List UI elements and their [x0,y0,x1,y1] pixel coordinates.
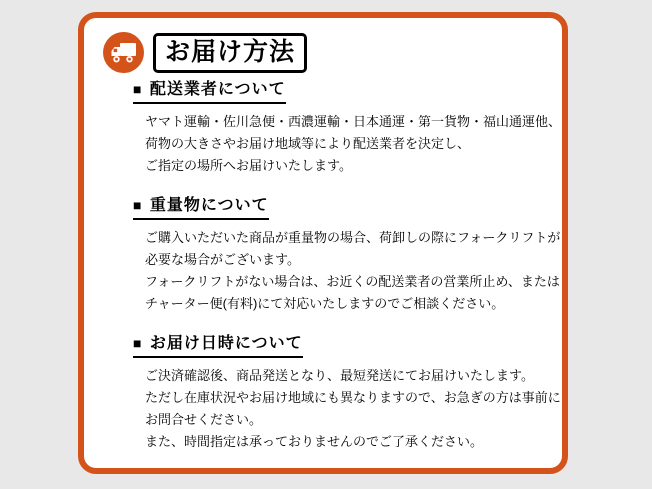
square-bullet-icon: ■ [133,197,143,213]
section-delivery-datetime-heading-text: お届け日時について [149,335,303,352]
truck-icon [103,32,144,73]
panel-header [103,32,562,73]
body-line: ヤマト運輸・佐川急便・西濃運輸・日本通運・第一貨物・福山通運他、 [145,114,562,129]
body-line: ただし在庫状況やお届け地域にも異なりますので、お急ぎの方は事前に [145,390,561,405]
section-heavy-items-body [145,227,561,315]
body-line: 必要な場合がございます。 [145,252,300,267]
section-heavy-items-heading-text: 重量物について [149,197,269,214]
section-carriers-heading-text: 配送業者について [149,81,286,98]
section-carriers [133,80,562,177]
body-line: お問合せください。 [145,412,263,427]
body-line: また、時間指定は承っておりませんのでご了承ください。 [145,434,484,449]
section-delivery-datetime-heading [133,334,303,358]
square-bullet-icon: ■ [133,335,143,351]
section-carriers-body [145,111,562,177]
body-line: フォークリフトがない場合は、お近くの配送業者の営業所止め、または [145,274,560,289]
body-line: ご指定の場所へお届けいたします。 [145,158,352,173]
body-line: チャーター便(有料)にて対応いたしますのでご相談ください。 [145,296,505,311]
page-title: お届け方法 [153,33,307,73]
section-delivery-datetime [133,334,561,453]
section-delivery-datetime-body [145,365,561,453]
body-line: ご決済確認後、商品発送となり、最短発送にてお届けいたします。 [145,368,534,383]
section-heavy-items [133,196,561,315]
section-carriers-heading [133,80,286,104]
body-line: ご購入いただいた商品が重量物の場合、荷卸しの際にフォークリフトが [145,230,561,245]
section-heavy-items-heading [133,196,269,220]
body-line: 荷物の大きさやお届け地域等により配送業者を決定し、 [145,136,471,151]
delivery-info-panel [78,12,568,474]
square-bullet-icon: ■ [133,81,143,97]
